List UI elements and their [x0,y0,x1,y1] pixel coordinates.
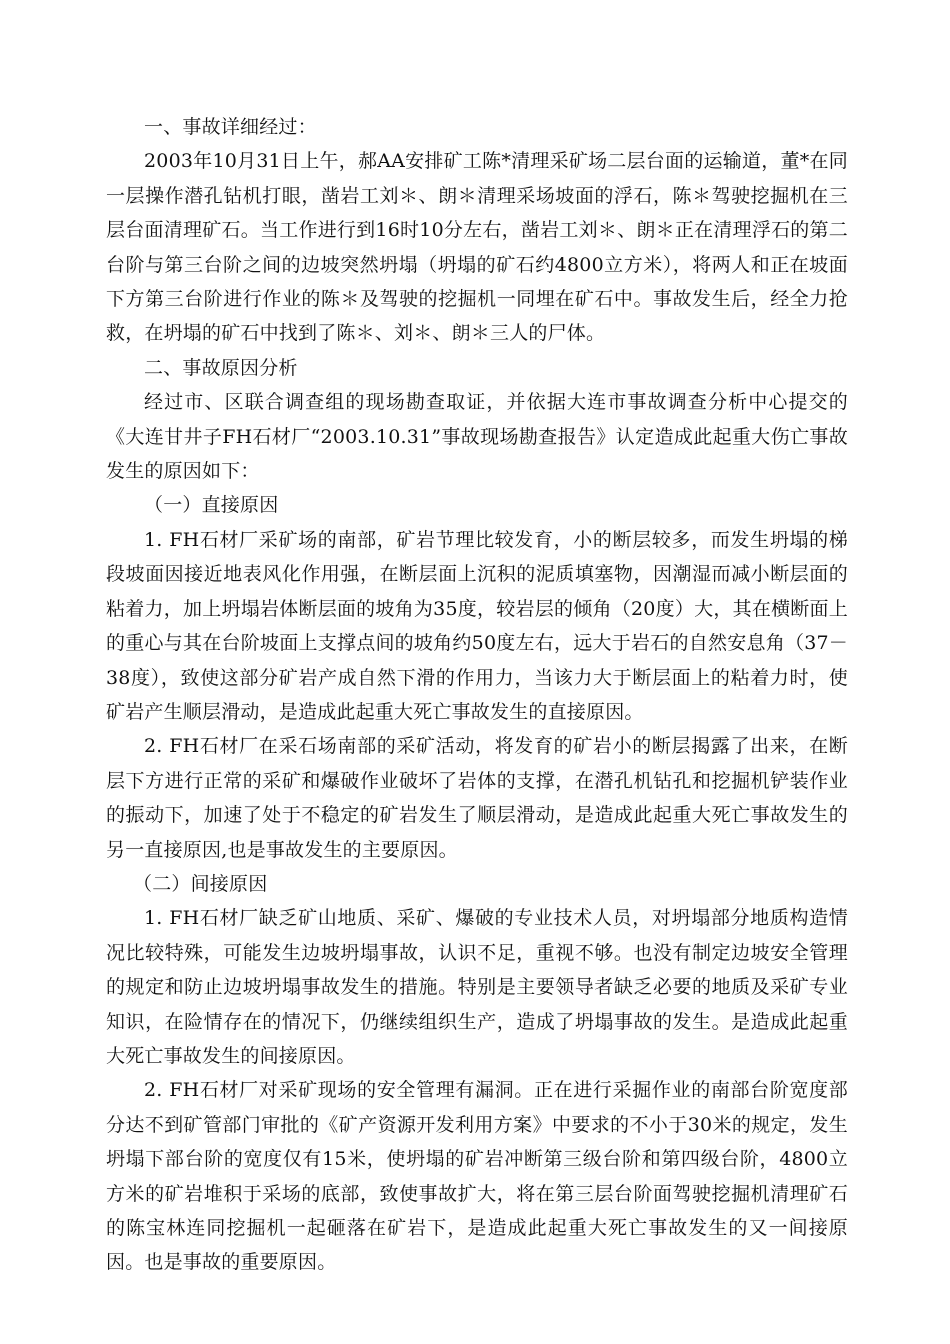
paragraph-indirect-cause-1: 1. FH石材厂缺乏矿山地质、采矿、爆破的专业技术人员，对坍塌部分地质构造情况比较特殊，可能发生边坡坍塌事故，认识不足，重视不够。也没有制定边坡安全管理的规定和防止边坡坍塌事故发生的措施。特别是主要领导者缺乏必要的地质及采矿专业知识，在险情存在的情况下，仍继续组织生产，造成了坍塌事故的发生。是造成此起重大死亡事故发生的间接原因。 [106,907,848,1067]
paragraph-direct-cause-1: 1. FH石材厂采矿场的南部，矿岩节理比较发育，小的断层较多，而发生坍塌的梯段坡面因接近地表风化作用强，在断层面上沉积的泥质填塞物，因潮湿而减小断层面的粘着力，加上坍塌岩体断层面的坡角为35度，较岩层的倾角（20度）大，其在横断面上的重心与其在台阶坡面上支撑点间的坡角约50度左右，远大于岩石的自然安息角（37－38度），致使这部分矿岩产成自然下滑的作用力，当该力大于断层面上的粘着力时，使矿岩产生顺层滑动，是造成此起重大死亡事故发生的直接原因。 [106,528,848,723]
paragraph-direct-cause-2: 2. FH石材厂在采石场南部的采矿活动，将发育的矿岩小的断层揭露了出来，在断层下方进行正常的采矿和爆破作业破坏了岩体的支撑，在潜孔机钻孔和挖掘机铲装作业的振动下，加速了处于不稳定的矿岩发生了顺层滑动，是造成此起重大死亡事故发生的另一直接原因,也是事故发生的主要原因。 [106,735,848,861]
section-heading-cause-analysis: 二、事故原因分析 [144,356,298,379]
document-page [106,110,848,1280]
subheading-indirect-causes: （二）间接原因 [133,872,268,895]
paragraph-investigation-basis: 经过市、区联合调查组的现场勘查取证，并依据大连市事故调查分析中心提交的《大连甘井子FH石材厂“2003.10.31”事故现场勘查报告》认定造成此起重大伤亡事故发生的原因如下： [106,391,848,483]
section-heading-accident-details: 一、事故详细经过： [144,116,317,138]
paragraph-accident-narrative: 2003年10月31日上午，郝AA安排矿工陈*清理采矿场二层台面的运输道，董*在同一层操作潜孔钻机打眼，凿岩工刘＊、朗＊清理采场坡面的浮石，陈＊驾驶挖掘机在三层台面清理矿石。当工作进行到16时10分左右，凿岩工刘＊、朗＊正在清理浮石的第二台阶与第三台阶之间的边坡突然坍塌（坍塌的矿石约4800立方米），将两人和正在坡面下方第三台阶进行作业的陈＊及驾驶的挖掘机一同埋在矿石中。事故发生后，经全力抢救，在坍塌的矿石中找到了陈＊、刘＊、朗＊三人的尸体。 [106,150,848,345]
subheading-direct-causes: （一）直接原因 [144,494,279,517]
paragraph-indirect-cause-2: 2. FH石材厂对采矿现场的安全管理有漏洞。正在进行采掘作业的南部台阶宽度部分达不到矿管部门审批的《矿产资源开发利用方案》中要求的不小于30米的规定，发生坍塌下部台阶的宽度仅有15米，使坍塌的矿岩冲断第三级台阶和第四级台阶，4800立方米的矿岩堆积于采场的底部，致使事故扩大，将在第三层台阶面驾驶挖掘机清理矿石的陈宝林连同挖掘机一起砸落在矿岩下，是造成此起重大死亡事故发生的又一间接原因。也是事故的重要原因。 [106,1079,848,1274]
